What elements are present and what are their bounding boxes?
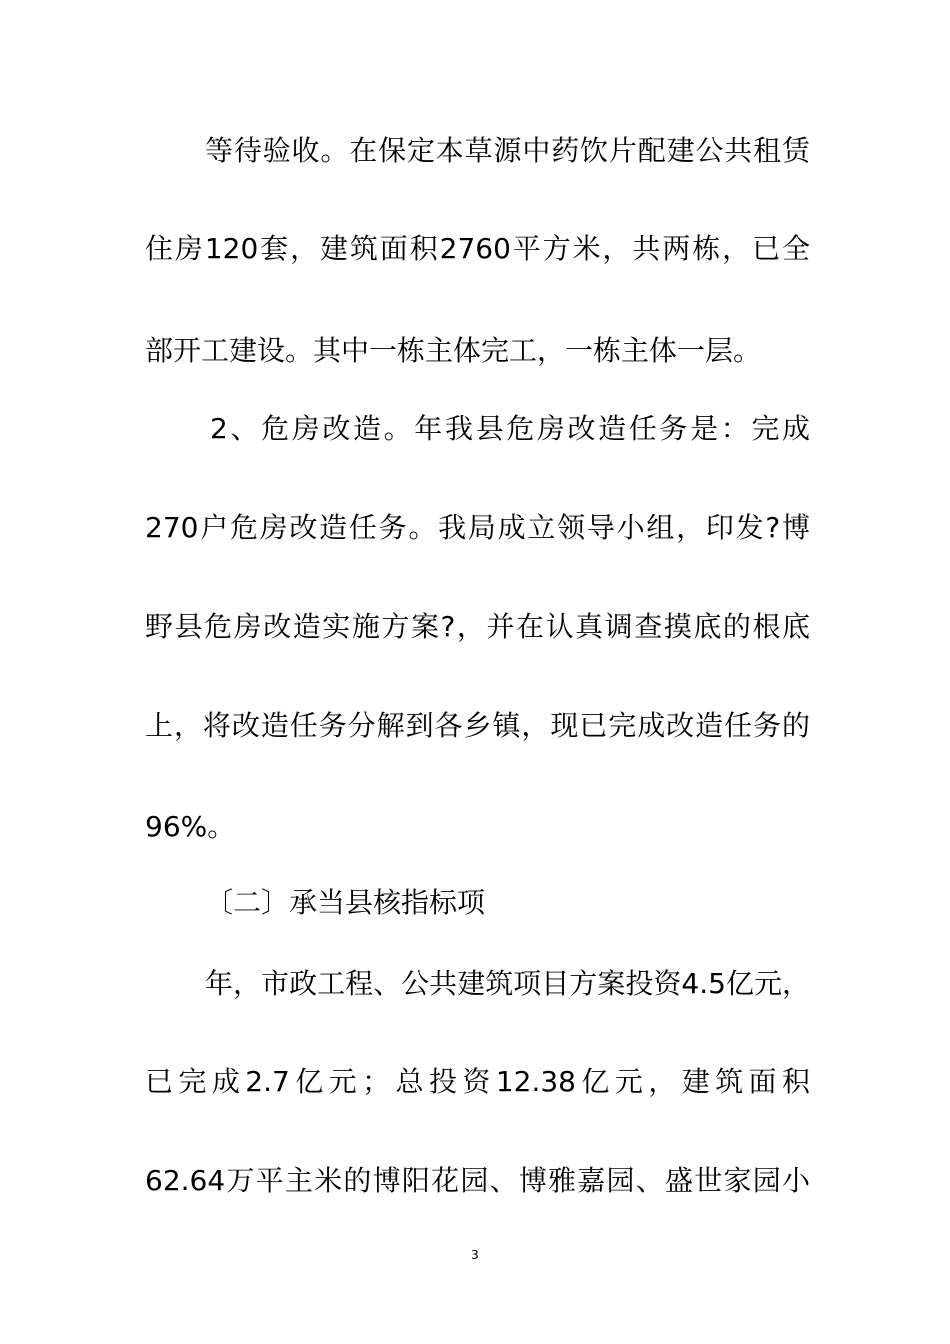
- text-line-12: 62.64万平主米的博阳花园、博雅嘉园、盛世家园小: [145, 1164, 810, 1197]
- text-line-1: 等待验收。在保定本草源中药饮片配建公共租赁: [205, 134, 810, 167]
- text-line-2: 住房120套，建筑面积2760平方米，共两栋，已全: [145, 232, 810, 265]
- text-line-8: 96%。: [145, 810, 236, 843]
- text-line-4: 2、危房改造。年我县危房改造任务是：完成: [210, 412, 810, 445]
- text-line-10: 年，市政工程、公共建筑项目方案投资4.5亿元，: [205, 967, 810, 1000]
- text-line-7: 上，将改造任务分解到各乡镇，现已完成改造任务的: [145, 709, 810, 742]
- text-line-11: 已完成2.7亿元；总投资12.38亿元，建筑面积: [145, 1065, 810, 1098]
- page-number: 3: [471, 1248, 479, 1262]
- text-line-3: 部开工建设。其中一栋主体完工，一栋主体一层。: [145, 334, 762, 367]
- section-heading: 〔二〕承当县核指标项: [205, 886, 486, 919]
- text-line-5: 270户危房改造任务。我局成立领导小组，印发?博: [145, 511, 810, 544]
- text-line-6: 野县危房改造实施方案?，并在认真调查摸底的根底: [145, 610, 810, 643]
